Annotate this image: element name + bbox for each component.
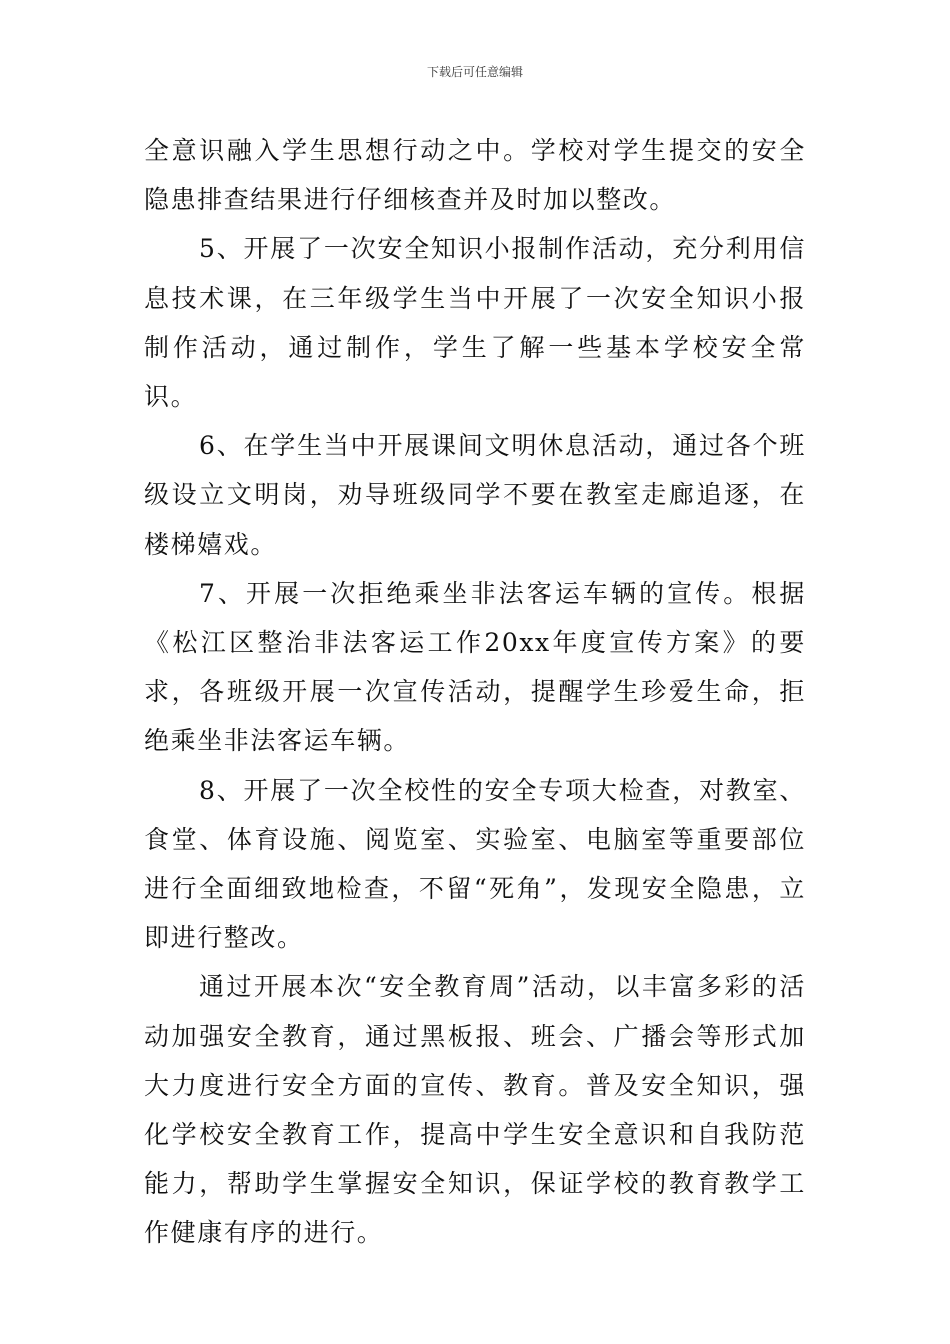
paragraph-item-7: 7、开展一次拒绝乘坐非法客运车辆的宣传。根据《松江区整治非法客运工作20xx年度宣传方案》的要求，各班级开展一次宣传活动，提醒学生珍爱生命，拒绝乘坐非法客运车辆。: [144, 578, 806, 756]
paragraph-summary: 通过开展本次“安全教育周”活动，以丰富多彩的活动加强安全教育，通过黑板报、班会、广播会等形式加大力度进行安全方面的宣传、教育。普及安全知识，强化学校安全教育工作，提高中学生安全意识和自我防范能力，帮助学生掌握安全知识，保证学校的教育教学工作健康有序的进行。: [144, 972, 806, 1248]
paragraph-continuation: 全意识融入学生思想行动之中。学校对学生提交的安全隐患排查结果进行仔细核查并及时加以整改。: [144, 136, 806, 215]
paragraph-item-5: 5、开展了一次安全知识小报制作活动，充分利用信息技术课，在三年级学生当中开展了一次安全知识小报制作活动，通过制作，学生了解一些基本学校安全常识。: [144, 234, 806, 412]
paragraph-item-6: 6、在学生当中开展课间文明休息活动，通过各个班级设立文明岗，劝导班级同学不要在教室走廊追逐，在楼梯嬉戏。: [144, 431, 806, 559]
document-body: [144, 126, 806, 1258]
paragraph-item-8: 8、开展了一次全校性的安全专项大检查，对教室、食堂、体育设施、阅览室、实验室、电脑室等重要部位进行全面细致地检查，不留“死角”，发现安全隐患，立即进行整改。: [144, 775, 806, 953]
page-header: 下载后可任意编辑: [426, 65, 523, 79]
